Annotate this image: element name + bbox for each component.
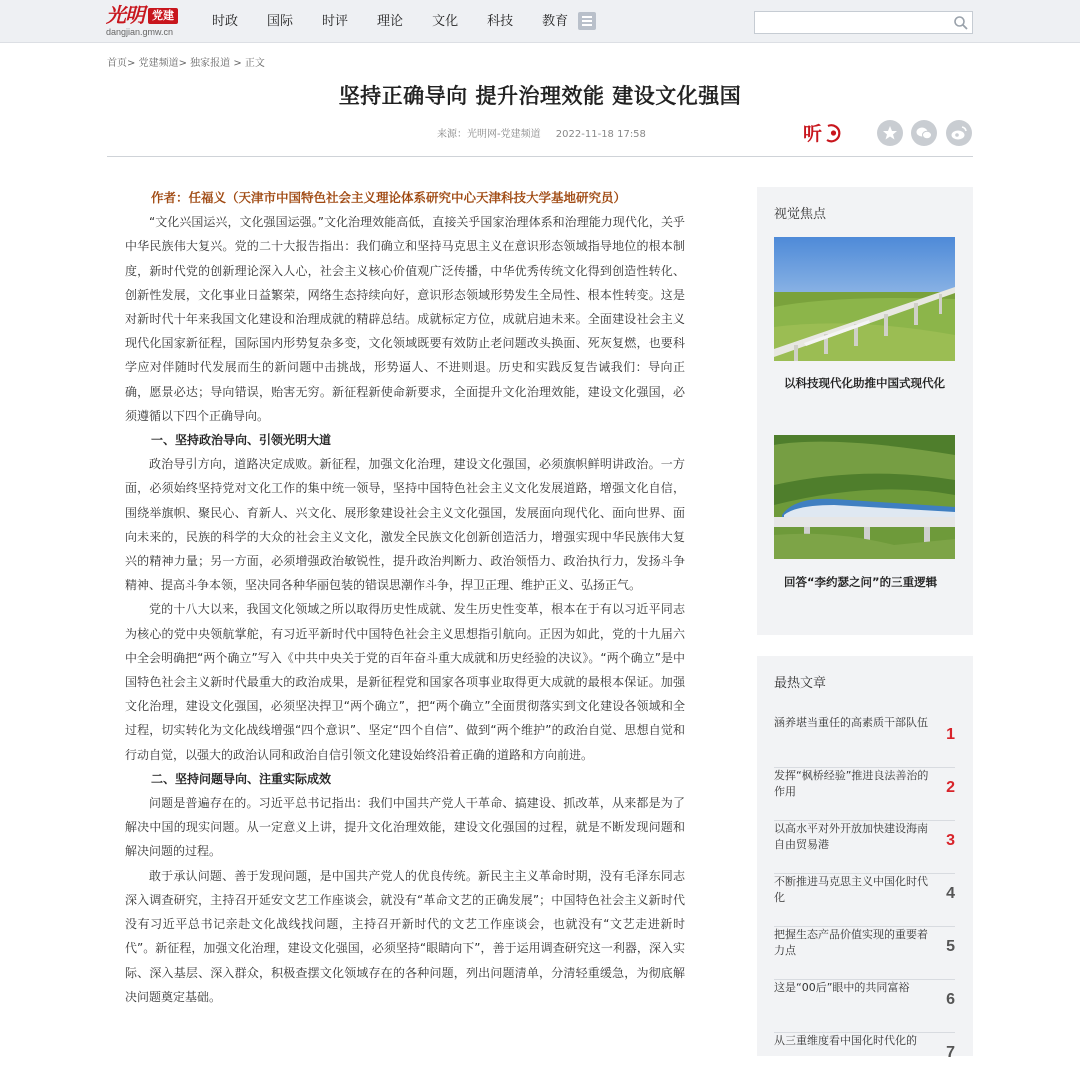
search-icon[interactable] — [953, 15, 969, 31]
menu-icon[interactable] — [578, 12, 596, 30]
photo-bridge-train[interactable] — [774, 237, 955, 361]
section-heading: 二、坚持问题导向、注重实际成效 — [151, 771, 332, 786]
article-meta — [437, 125, 646, 140]
breadcrumb-exclusive[interactable]: 独家报道 > — [190, 58, 242, 69]
photo-maglev-train[interactable] — [774, 435, 955, 559]
visual-focus-title: 视觉焦点 — [774, 207, 827, 222]
hot-article-item[interactable] — [774, 1033, 955, 1086]
star-icon[interactable] — [877, 120, 903, 146]
wechat-icon[interactable] — [911, 120, 937, 146]
main-nav — [212, 13, 597, 30]
hot-articles-title: 最热文章 — [774, 676, 827, 691]
hot-articles-panel — [757, 656, 973, 1061]
logo-url: dangjian.gmw.cn — [106, 27, 174, 37]
hot-article-title: 不断推进马克思主义中国化时代化 — [774, 875, 928, 904]
visual-focus-panel — [757, 187, 973, 635]
nav-item-politics[interactable]: 时政 — [212, 14, 239, 29]
hot-article-title: 这是“00后”眼中的共同富裕 — [774, 981, 910, 994]
breadcrumb-home[interactable]: 首页> — [107, 58, 136, 69]
hot-article-item[interactable] — [774, 768, 955, 821]
breadcrumb-channel[interactable]: 党建频道> — [138, 58, 187, 69]
hot-article-rank: 2 — [946, 779, 955, 796]
hot-article-item[interactable] — [774, 821, 955, 874]
search-box — [754, 11, 973, 34]
breadcrumb — [107, 54, 265, 69]
section-heading: 一、坚持政治导向、引领光明大道 — [151, 433, 332, 448]
nav-item-theory[interactable]: 理论 — [377, 14, 404, 29]
hot-article-title: 把握生态产品价值实现的重要着力点 — [774, 928, 928, 957]
listen-label: 听 — [803, 123, 823, 145]
hot-article-title: 从三重维度看中国化时代化的 — [774, 1034, 917, 1047]
search-input[interactable] — [759, 14, 939, 31]
hot-article-rank: 4 — [946, 885, 955, 902]
hot-article-title: 以高水平对外开放加快建设海南自由贸易港 — [774, 822, 928, 851]
hot-article-rank: 3 — [946, 832, 955, 849]
hot-article-item[interactable] — [774, 980, 955, 1033]
photo-caption[interactable]: 回答“李约瑟之问”的三重逻辑 — [784, 575, 938, 589]
article-source: 来源：光明网-党建频道 — [437, 129, 541, 140]
hot-article-item[interactable] — [774, 874, 955, 927]
article-paragraph: 敢于承认问题、善于发现问题，是中国共产党人的优良传统。新民主主义革命时期，没有毛泽东同志深入调查研究，主持召开延安文艺工作座谈会，就没有“革命文艺的正确发展”；中国特色社会主义新时代没有习近平总书记亲赴文化战线找问题，主持召开新时代的文艺工作座谈会，也就没有“文艺走进新时代”。新征程，加强文化治理，建设文化强国，必须坚持“眼睛向下”，善于运用调查研究这一利器，深入实际、深入基层、深入群众，积极查摆文化领域存在的各种问题，列出问题清单，分清轻重缓急，为彻底解决问题奠定基础。 — [125, 868, 685, 1004]
article-author: 作者：任福义（天津市中国特色社会主义理论体系研究中心天津科技大学基地研究员） — [151, 190, 627, 205]
article-paragraph: “文化兴国运兴，文化强国运强。”文化治理效能高低，直接关乎国家治理体系和治理能力现代化，关乎中华民族伟大复兴。党的二十大报告指出：我们确立和坚持马克思主义在意识形态领域指导地位的根本制度，新时代党的创新理论深入人心，社会主义核心价值观广泛传播，中华优秀传统文化得到创造性转化、创新性发展，文化事业日益繁荣，网络生态持续向好，意识形态领域形势发生全局性、根本性转变。这是对新时代十年来我国文化建设和治理成就的精辟总结。成就标定方位，成就启迪未来。全面建设社会主义现代化国家新征程，国际国内形势复杂多变，文化领域既要有效防止老问题改头换面、死灰复燃，也要科学应对伴随时代发展而生的新问题中击挑战，形势逼人、不进则退。历史和实践反复告诫我们：导向正确，愿景必达；导向错误，贻害无穷。新征程新使命新要求，全面提升文化治理效能，建设文化强国，必须遵循以下四个正确导向。 — [125, 215, 685, 423]
breadcrumb-current: 正文 — [244, 58, 265, 69]
logo-badge: 党建 — [148, 8, 178, 24]
weibo-icon[interactable] — [946, 120, 972, 146]
article-paragraph: 政治导引方向，道路决定成败。新征程，加强文化治理，建设文化强国，必须旗帜鲜明讲政治。一方面，必须始终坚持党对文化工作的集中统一领导，坚持中国特色社会主义文化发展道路，增强文化自信，围绕举旗帜、聚民心、育新人、兴文化、展形象建设社会主义文化强国，发展面向现代化、面向世界、面向未来的，民族的科学的大众的社会主义文化，激发全民族文化创新创造活力，增强实现中华民族伟大复兴的精神力量；另一方面，必须增强政治敏锐性，提升政治判断力、政治领悟力、政治执行力，发扬斗争精神、提高斗争本领，坚决同各种华丽包装的错误思潮作斗争，捍卫正理、维护正义、弘扬正气。 — [125, 457, 685, 593]
nav-item-education[interactable]: 教育 — [542, 14, 569, 29]
article-paragraph: 党的十八大以来，我国文化领域之所以取得历史性成就、发生历史性变革，根本在于有以习近平同志为核心的党中央领航掌舵，有习近平新时代中国特色社会主义思想指引航向。正因为如此，党的十九届六中全会明确把“两个确立”写入《中共中央关于党的百年奋斗重大成就和历史经验的决议》。“两个确立”是中国特色社会主义新时代最重大的政治成果，是新征程党和国家各项事业取得更大成就的最根本保证。加强文化治理，建设文化强国，必须坚决捍卫“两个确立”，把“两个确立”全面贯彻落实到文化建设各领域和全过程，切实转化为文化战线增强“四个意识”、坚定“四个自信”、做到“两个维护”的政治自觉、思想自觉和行动自觉，以强大的政治认同和政治自信引领文化建设始终沿着正确的道路和方向前进。 — [125, 602, 685, 762]
top-navigation-bar — [0, 0, 1080, 43]
hot-article-title: 发挥“枫桥经验”推进良法善治的作用 — [774, 769, 929, 798]
hot-article-item[interactable] — [774, 927, 955, 980]
header-divider — [107, 156, 973, 157]
hot-article-rank: 1 — [946, 726, 955, 743]
nav-item-technology[interactable]: 科技 — [487, 14, 514, 29]
site-logo[interactable] — [106, 4, 188, 38]
hot-article-rank: 6 — [946, 991, 955, 1008]
nav-item-international[interactable]: 国际 — [267, 14, 294, 29]
nav-item-commentary[interactable]: 时评 — [322, 14, 349, 29]
article-body — [125, 186, 685, 1009]
hot-article-rank: 5 — [946, 938, 955, 955]
logo-mark: 光明 — [106, 3, 144, 27]
article-date: 2022-11-18 17:58 — [555, 129, 646, 140]
article-paragraph: 问题是普遍存在的。习近平总书记指出：我们中国共产党人干革命、搞建设、抓改革，从来都是为了解决中国的现实问题。从一定意义上讲，提升文化治理效能，建设文化强国的过程，就是不断发现问题和解决问题的过程。 — [125, 796, 685, 859]
hot-article-rank: 7 — [946, 1044, 955, 1061]
listen-button[interactable] — [803, 119, 845, 147]
article-title: 坚持正确导向 提升治理效能 建设文化强国 — [338, 84, 742, 108]
photo-caption[interactable]: 以科技现代化助推中国式现代化 — [784, 376, 945, 390]
hot-article-title: 涵养堪当重任的高素质干部队伍 — [774, 716, 928, 729]
hot-article-item[interactable] — [774, 715, 955, 768]
nav-item-culture[interactable]: 文化 — [432, 14, 459, 29]
